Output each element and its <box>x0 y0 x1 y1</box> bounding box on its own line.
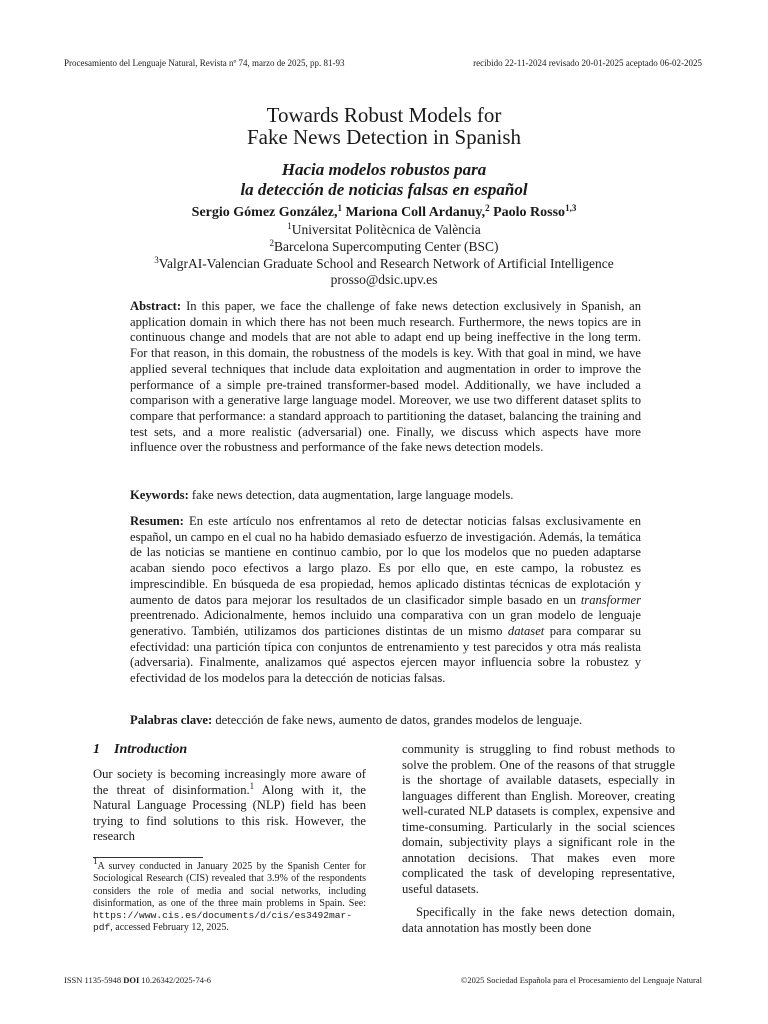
resumen-text-2: preentrenado. Adicionalmente, hemos incluido una comparativa con un gran modelo de lenguaje generativo. También, utilizamos dos particiones distintas de un mismo <box>130 608 641 638</box>
palabras-clave-text: detección de fake news, aumento de datos, grandes modelos de lenguaje. <box>215 713 583 727</box>
doi-label: DOI <box>123 975 140 985</box>
palabras-clave-label: Palabras clave: <box>130 713 213 727</box>
resumen-emphasis-transformer: transformer <box>580 592 641 607</box>
footnote-link[interactable]: https://www.cis.es/documents/d/cis/es3492mar-pdf <box>93 910 353 934</box>
abstract-label: Abstract: <box>130 299 182 313</box>
abstract <box>130 299 641 456</box>
intro-text-a: Our society is becoming increasingly more aware of the threat of disinformation. <box>93 767 366 797</box>
palabras-clave <box>130 713 641 729</box>
resumen <box>130 514 641 687</box>
section-heading <box>93 742 187 758</box>
footer-copyright: ©2025 Sociedad Española para el Procesamiento del Lenguaje Natural <box>460 975 702 985</box>
footnote-divider <box>93 857 203 858</box>
author-3: Paolo Rosso <box>493 205 566 220</box>
issn: ISSN 1135-5948 <box>64 975 122 985</box>
author-list <box>0 204 768 222</box>
affiliation-1-number: 1 <box>287 221 292 231</box>
resumen-text-1: En este artículo nos enfrentamos al reto de detectar noticias falsas exclusivamente en español, un campo en el cual no ha habido demasiado esfuerzo de investigación. Además, la temática de las noticias se mantiene en continuo cambio, por lo que los modelos que no pueden adaptarse acaban siendo poco efectivos a largo plazo. Es por ello que, en este campo, la robustez es imprescindible. En búsqueda de esa propiedad, hemos aplicado distintas técnicas de explotación y aumento de datos para mejorar los resultados de un clasificador simple basado en un <box>130 514 642 607</box>
abstract-text: In this paper, we face the challenge of fake news detection exclusively in Spanish, an application domain in which there has not been much research. Furthermore, the news topics are in continuous change and models that are not able to adapt end up being ineffective in the long term. For that reason, in this domain, the robustness of the models is key. With that goal in mind, we have applied several techniques that include data exploitation and augmentation in order to improve the performance of a simple pre-trained transformer-based model. Additionally, we have included a comparison with a generative large language model. Moreover, we use two different dataset splits to compare that performance: a standard approach to partitioning the dataset, balancing the training and test sets, and a more realistic (adversarial) one. Finally, we discuss which aspects have more influence over the robustness and performance of the fake news detection models. <box>130 299 641 455</box>
journal-header: Procesamiento del Lenguaje Natural, Revista nº 74, marzo de 2025, pp. 81-93 <box>64 58 345 68</box>
doi[interactable]: 10.26342/2025-74-6 <box>141 975 212 985</box>
keywords-text: fake news detection, data augmentation, large language models. <box>191 488 514 502</box>
intro-paragraph-right-2: Specifically in the fake news detection domain, data annotation has mostly been done <box>402 905 675 935</box>
affiliation-2 <box>0 238 768 256</box>
affiliation-1 <box>0 221 768 239</box>
footnote <box>93 856 366 935</box>
footnote-number: 1 <box>93 856 98 866</box>
dates-header: recibido 22-11-2024 revisado 20-01-2025 aceptado 06-02-2025 <box>473 58 702 68</box>
affiliation-3-text: ValgrAI-Valencian Graduate School and Research Network of Artificial Intelligence <box>158 256 614 271</box>
author-1: Sergio Gómez González, <box>191 205 338 220</box>
keywords-label: Keywords: <box>130 488 189 502</box>
affiliation-2-number: 2 <box>269 238 274 248</box>
affiliation-3-number: 3 <box>154 255 159 265</box>
intro-paragraph-left <box>93 767 366 845</box>
footer-issn <box>64 975 211 985</box>
intro-text-b: Along with it, the Natural Language Processing (NLP) field has been trying to find solutions to this risk. However, the research <box>93 782 366 843</box>
footnote-text-a: A survey conducted in January 2025 by the Spanish Center for Sociological Research (CIS) revealed that 3.9% of the respondents considers the role of media and social networks, including disinformation, as one of the three main problems in Spain. See: <box>93 861 366 909</box>
affiliation-2-text: Barcelona Supercomputing Center (BSC) <box>273 239 499 254</box>
footnote-ref[interactable]: 1 <box>249 780 255 791</box>
section-title: Introduction <box>114 742 188 757</box>
title-line-1: Towards Robust Models for <box>266 103 502 127</box>
subtitle-line-2: la detección de noticias falsas en español <box>240 180 528 199</box>
subtitle-line-1: Hacia modelos robustos para <box>281 160 487 179</box>
author-3-affil: 1,3 <box>565 203 577 213</box>
section-number: 1 <box>93 742 100 757</box>
footnote-text-b: , accessed February 12, 2025. <box>110 922 229 934</box>
keywords <box>130 488 641 504</box>
paper-title <box>0 104 768 148</box>
author-1-affil: 1 <box>337 203 342 213</box>
author-2-affil: 2 <box>485 203 490 213</box>
resumen-label: Resumen: <box>130 514 184 528</box>
author-2: Mariona Coll Ardanuy, <box>345 205 486 220</box>
resumen-emphasis-dataset: dataset <box>507 623 545 638</box>
affiliation-1-text: Universitat Politècnica de València <box>291 222 481 237</box>
intro-paragraph-right-1: community is struggling to find robust methods to solve the problem. One of the reasons of that struggle is the shortage of available datasets, especially in languages different than English. Moreover, creating well-curated NLP datasets is complex, expensive and time-consuming. Particularly in the social sciences domain, subjectivity plays a significant role in the annotation decisions. That makes even more complicated the task of developing representative, useful datasets. <box>402 742 675 896</box>
title-line-2: Fake News Detection in Spanish <box>246 125 522 149</box>
contact-email[interactable]: prosso@dsic.upv.es <box>330 272 438 287</box>
resumen-text-3: para comparar su efectividad: una partición típica con conjuntos de entrenamiento y test parecidos y otra más realista (adversaria). Finalmente, analizamos qué aspectos ejercen mayor influencia sobre la robustez y efectividad de los modelos para la detección de noticias falsas. <box>130 623 642 686</box>
paper-subtitle <box>0 160 768 200</box>
